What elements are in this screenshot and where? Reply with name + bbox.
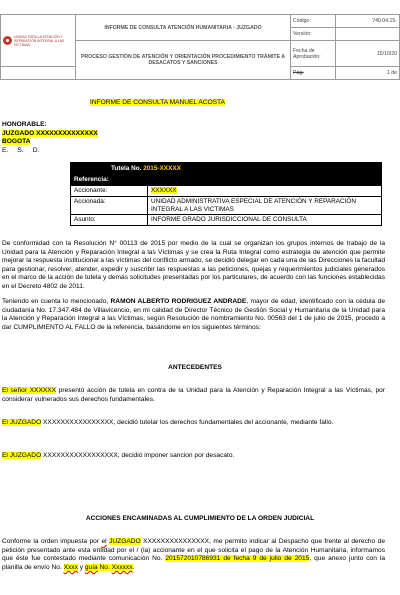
antecedente-1: El señor XXXXXX presentó acción de tutela en contra de la Unidad para la Atención y Reparación Integral a las Víctimas, por considerar vulnerados sus derechos fundamentales. <box>2 387 385 403</box>
codigo-value: 740.04.15- <box>336 15 400 28</box>
accionada-label: Accionada: <box>71 196 148 215</box>
addressee-block <box>2 121 202 155</box>
antecedente-3: El JUZGADO XXXXXXXXXXXXXXXXX, decidió imponer sancion por desacato. <box>2 452 235 459</box>
version-label: Versión: <box>291 28 336 41</box>
document-header <box>0 14 400 80</box>
fecha-value: 15/10/20 <box>336 41 400 67</box>
version-value <box>336 28 400 41</box>
director-paragraph: Teniendo en cuenta lo mencionado, RAMON ALBERTO RODRIGUEZ ANDRADE, mayor de edad, identificado con la cédula de ciudadanía No. 17.347.484 de Villavicencio, en mi calidad de Director Técnico de Gestión Social y Humanitaria de la Unidad para la Atención y Reparación Integral a las Víctimas, según Resolución de nombramiento No. 00563 del 1 de julio de 2015, procedo a dar CUMPLIMIENTO AL FALLO de la referencia, basándome en los siguientes términos: <box>2 298 385 331</box>
fecha-label: Fecha de Aprobación: <box>291 41 336 67</box>
header-title-1: INFORME DE CONSULTA ATENCIÓN HUMANITARIA - JUZGADO <box>76 15 291 41</box>
asunto-label: Asunto: <box>71 215 148 226</box>
accionante-label: Accionante: <box>71 186 148 197</box>
esd-line: E. S. D. <box>2 146 40 154</box>
antecedente-2: El JUZGADO XXXXXXXXXXXXXXXX, decidió tutelar los derechos fundamentales del accionante, mediante fallo. <box>2 419 334 426</box>
honorable-label: HONORABLE: <box>2 121 47 128</box>
logo-cell-bottom <box>1 67 76 80</box>
informe-title: INFORME DE CONSULTA MANUEL ACOSTA <box>90 99 225 106</box>
unidad-logo-icon <box>3 36 12 45</box>
pag-label: Pág: <box>291 67 336 80</box>
accionante-row <box>71 186 382 197</box>
asunto-value: INFORME GRADO JURISDICCIONAL DE CONSULTA <box>148 215 382 226</box>
city-line: BOGOTA <box>2 138 31 146</box>
antecedentes-heading: ANTECEDENTES <box>168 364 222 371</box>
referencia-label: Referencia: <box>74 176 109 184</box>
reference-header-cell <box>71 163 382 186</box>
accionada-value: UNIDAD ADMINISTRATIVA ESPECIAL DE ATENCIÓN Y REPARACIÓN INTEGRAL A LAS VICTIMAS <box>148 196 382 215</box>
reference-header-row <box>71 163 382 186</box>
accionante-value: XXXXXX <box>148 186 382 197</box>
acciones-paragraph: Conforme la orden impuesta por el JUZGADO XXXXXXXXXXXXXXX, me permito indicar al Despacho que frente al derecho de petición presentado ante esta entidad por el / (la) accionante en el que solicita el pago de la Atención Humanitaria, informamos que éste fue contestado mediante comunicación No. 201572010786931 de fecha 9 de julio de 2015, que anexo junto con la planilla de envío No. Xxxx y guía No. Xxxxxx. <box>2 538 385 571</box>
tutela-number: Tutela No. 2015-XXXXX <box>111 165 181 172</box>
pag-value: 1 de <box>336 67 400 80</box>
resolution-paragraph: De conformidad con la Resolución N° 00113 de 2015 por medio de la cual se organizan los grupos internos de trabajo de la Unidad para la Atención y Reparación Integral a las Víctimas y se crea la Ruta Integral como estrategia de atención que permite mejorar la respuesta institucional a las víctimas del conflicto armado, se decidió delegar en cada una de las Direcciones la facultad para gestionar, resolver, atender, expedir y suscribir las respuestas a las peticiones, quejas y requerimientos judiciales generados en el marco de la acción de tutela y demás solicitudes presentadas por los particulares, de acuerdo con las funciones establecidas en el Decreto 4802 de 2011. <box>2 240 385 290</box>
codigo-label: Código: <box>291 15 336 28</box>
logo-cell <box>1 15 76 67</box>
reference-table <box>70 162 382 226</box>
acciones-heading: ACCIONES ENCAMINADAS AL CUMPLIMIENTO DE LA ORDEN JUDICIAL <box>85 515 315 522</box>
accionada-row <box>71 196 382 215</box>
director-name: RAMON ALBERTO RODRIGUEZ ANDRADE <box>110 298 247 305</box>
header-title-2: PROCESO GESTIÓN DE ATENCIÓN Y ORIENTACIÓN PROCEDIMIENTO TRÁMITE A DESACATOS Y SANCIONES <box>76 41 291 80</box>
juzgado-line: JUZGADO XXXXXXXXXXXXXX <box>2 129 98 137</box>
unidad-logo: UNIDAD PARA LA ATENCIÓN Y REPARACIÓN INTEGRAL A LAS VÍCTIMAS <box>3 35 73 47</box>
asunto-row <box>71 215 382 226</box>
